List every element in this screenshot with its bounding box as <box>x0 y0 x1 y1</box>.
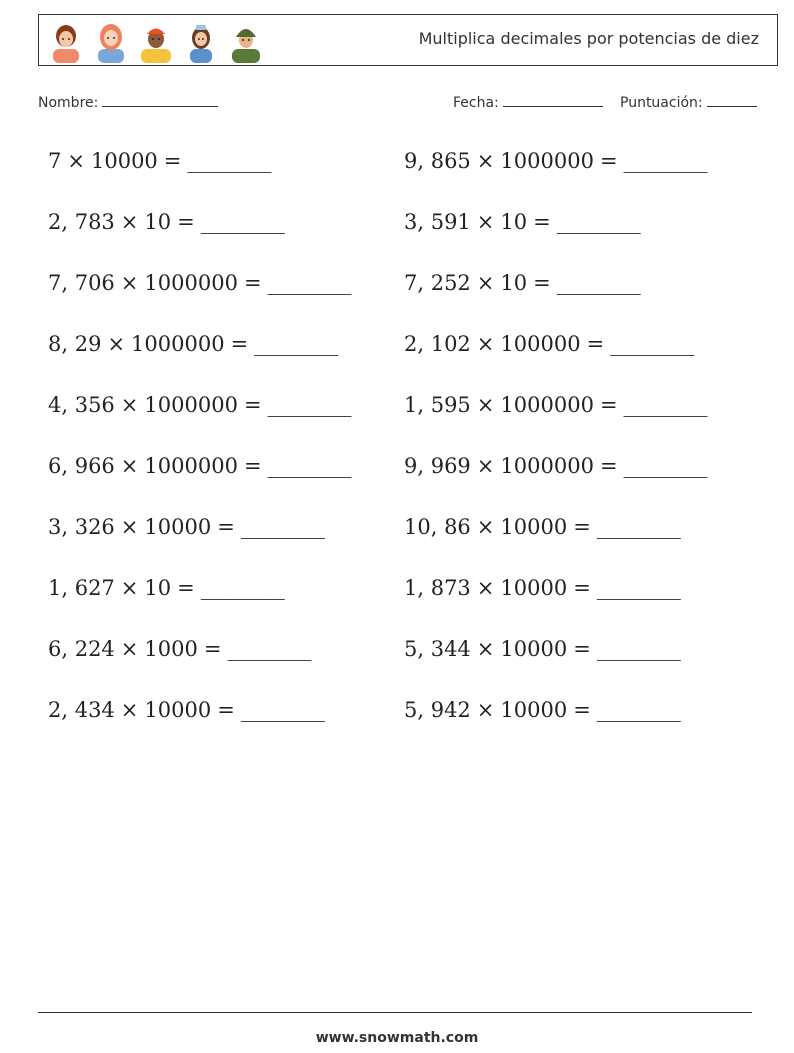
problem-multiplicand: 7, 706 <box>48 271 115 295</box>
times-sign: × <box>476 637 495 661</box>
footer-divider <box>38 1012 752 1013</box>
problem-multiplicand: 9, 865 <box>404 149 471 173</box>
nurse-icon <box>182 19 220 63</box>
times-sign: × <box>476 515 495 539</box>
problem-item <box>48 149 271 173</box>
problem-multiplicand: 10, 86 <box>404 515 471 539</box>
problem-item <box>48 454 352 478</box>
equals-sign: = <box>217 515 235 539</box>
times-sign: × <box>476 454 495 478</box>
problem-item <box>404 332 694 356</box>
soldier-icon <box>227 19 265 63</box>
problem-item <box>48 515 325 539</box>
times-sign: × <box>476 332 495 356</box>
problem-power-of-ten: 10000 <box>500 515 568 539</box>
worksheet-header <box>38 14 778 66</box>
times-sign: × <box>120 393 139 417</box>
problem-power-of-ten: 10000 <box>500 698 568 722</box>
problem-multiplicand: 1, 627 <box>48 576 115 600</box>
date-field <box>453 92 603 111</box>
problem-item <box>48 698 325 722</box>
times-sign: × <box>120 515 139 539</box>
problem-power-of-ten: 1000000 <box>144 393 238 417</box>
equals-sign: = <box>533 271 551 295</box>
equals-sign: = <box>243 271 262 295</box>
problem-power-of-ten: 10000 <box>500 576 568 600</box>
answer-blank[interactable]: ________ <box>227 637 312 661</box>
problem-multiplicand: 3, 591 <box>404 210 471 234</box>
answer-blank[interactable]: ________ <box>240 515 325 539</box>
equals-sign: = <box>599 149 618 173</box>
answer-blank[interactable]: ________ <box>596 637 681 661</box>
problem-item <box>48 332 338 356</box>
times-sign: × <box>120 454 139 478</box>
times-sign: × <box>476 393 495 417</box>
avatar-row <box>47 19 265 63</box>
problem-multiplicand: 1, 873 <box>404 576 471 600</box>
problem-item <box>404 393 708 417</box>
times-sign: × <box>67 149 85 173</box>
problem-multiplicand: 6, 224 <box>48 637 115 661</box>
problem-item <box>404 210 641 234</box>
problem-item <box>404 271 641 295</box>
person-brown-hair-icon <box>47 19 85 63</box>
answer-blank[interactable]: ________ <box>556 271 641 295</box>
problem-multiplicand: 7, 252 <box>404 271 471 295</box>
person-orange-cap-icon <box>137 19 175 63</box>
problem-power-of-ten: 1000 <box>144 637 198 661</box>
footer-site: www.snowmath.com <box>315 1030 479 1046</box>
problem-item <box>48 576 285 600</box>
problem-item <box>404 149 708 173</box>
problem-multiplicand: 2, 102 <box>404 332 471 356</box>
name-blank-line <box>102 92 218 107</box>
problem-power-of-ten: 1000000 <box>131 332 225 356</box>
answer-blank[interactable]: ________ <box>610 332 695 356</box>
score-blank-line <box>707 92 757 107</box>
problem-item <box>48 393 352 417</box>
times-sign: × <box>107 332 126 356</box>
problem-power-of-ten: 1000000 <box>500 454 594 478</box>
equals-sign: = <box>573 515 591 539</box>
person-red-hair-icon <box>92 19 130 63</box>
answer-blank[interactable]: ________ <box>267 271 352 295</box>
problem-item <box>404 576 681 600</box>
times-sign: × <box>120 637 139 661</box>
equals-sign: = <box>203 637 222 661</box>
answer-blank[interactable]: ________ <box>596 698 681 722</box>
equals-sign: = <box>243 393 262 417</box>
problem-item <box>48 210 285 234</box>
equals-sign: = <box>599 393 618 417</box>
equals-sign: = <box>163 149 182 173</box>
score-field <box>620 92 757 111</box>
answer-blank[interactable]: ________ <box>596 515 681 539</box>
date-label: Fecha: <box>453 95 499 111</box>
problem-item <box>404 637 681 661</box>
problem-power-of-ten: 10 <box>144 576 172 600</box>
problem-power-of-ten: 100000 <box>500 332 581 356</box>
equals-sign: = <box>586 332 605 356</box>
answer-blank[interactable]: ________ <box>240 698 325 722</box>
equals-sign: = <box>230 332 249 356</box>
problem-power-of-ten: 1000000 <box>144 271 238 295</box>
problem-item <box>48 637 311 661</box>
problem-power-of-ten: 1000000 <box>144 454 238 478</box>
times-sign: × <box>476 149 495 173</box>
equals-sign: = <box>573 576 591 600</box>
answer-blank[interactable]: ________ <box>623 454 708 478</box>
problem-multiplicand: 4, 356 <box>48 393 115 417</box>
equals-sign: = <box>573 637 591 661</box>
problem-multiplicand: 3, 326 <box>48 515 115 539</box>
problem-power-of-ten: 10 <box>500 271 528 295</box>
name-label: Nombre: <box>38 95 99 111</box>
answer-blank[interactable]: ________ <box>200 576 285 600</box>
times-sign: × <box>476 698 495 722</box>
date-blank-line <box>503 92 603 107</box>
answer-blank[interactable]: ________ <box>267 393 352 417</box>
times-sign: × <box>120 698 139 722</box>
answer-blank[interactable]: ________ <box>254 332 339 356</box>
problem-multiplicand: 7 <box>48 149 62 173</box>
name-field <box>38 92 218 111</box>
equals-sign: = <box>533 210 551 234</box>
problem-multiplicand: 2, 783 <box>48 210 115 234</box>
times-sign: × <box>120 576 139 600</box>
problem-power-of-ten: 10000 <box>144 698 212 722</box>
times-sign: × <box>476 271 495 295</box>
answer-blank[interactable]: ________ <box>556 210 641 234</box>
problem-multiplicand: 9, 969 <box>404 454 471 478</box>
times-sign: × <box>120 271 139 295</box>
answer-blank[interactable]: ________ <box>623 393 708 417</box>
equals-sign: = <box>573 698 591 722</box>
equals-sign: = <box>217 698 235 722</box>
problem-item <box>404 454 708 478</box>
problem-power-of-ten: 10 <box>144 210 172 234</box>
problem-power-of-ten: 1000000 <box>500 393 594 417</box>
problem-item <box>404 515 681 539</box>
problem-power-of-ten: 1000000 <box>500 149 594 173</box>
score-label: Puntuación: <box>620 95 703 111</box>
worksheet-title: Multiplica decimales por potencias de diez <box>418 29 759 48</box>
problem-multiplicand: 2, 434 <box>48 698 115 722</box>
problem-multiplicand: 1, 595 <box>404 393 471 417</box>
problem-item <box>404 698 681 722</box>
equals-sign: = <box>599 454 618 478</box>
answer-blank[interactable]: ________ <box>596 576 681 600</box>
problem-power-of-ten: 10000 <box>90 149 158 173</box>
equals-sign: = <box>243 454 262 478</box>
equals-sign: = <box>177 576 195 600</box>
problem-multiplicand: 6, 966 <box>48 454 115 478</box>
answer-blank[interactable]: ________ <box>200 210 285 234</box>
times-sign: × <box>476 576 495 600</box>
problem-power-of-ten: 10000 <box>144 515 212 539</box>
problem-power-of-ten: 10000 <box>500 637 568 661</box>
problem-multiplicand: 5, 344 <box>404 637 471 661</box>
answer-blank[interactable]: ________ <box>187 149 272 173</box>
problem-multiplicand: 8, 29 <box>48 332 102 356</box>
problem-item <box>48 271 352 295</box>
problem-multiplicand: 5, 942 <box>404 698 471 722</box>
times-sign: × <box>476 210 495 234</box>
problem-power-of-ten: 10 <box>500 210 528 234</box>
answer-blank[interactable]: ________ <box>267 454 352 478</box>
times-sign: × <box>120 210 139 234</box>
equals-sign: = <box>177 210 195 234</box>
answer-blank[interactable]: ________ <box>623 149 708 173</box>
